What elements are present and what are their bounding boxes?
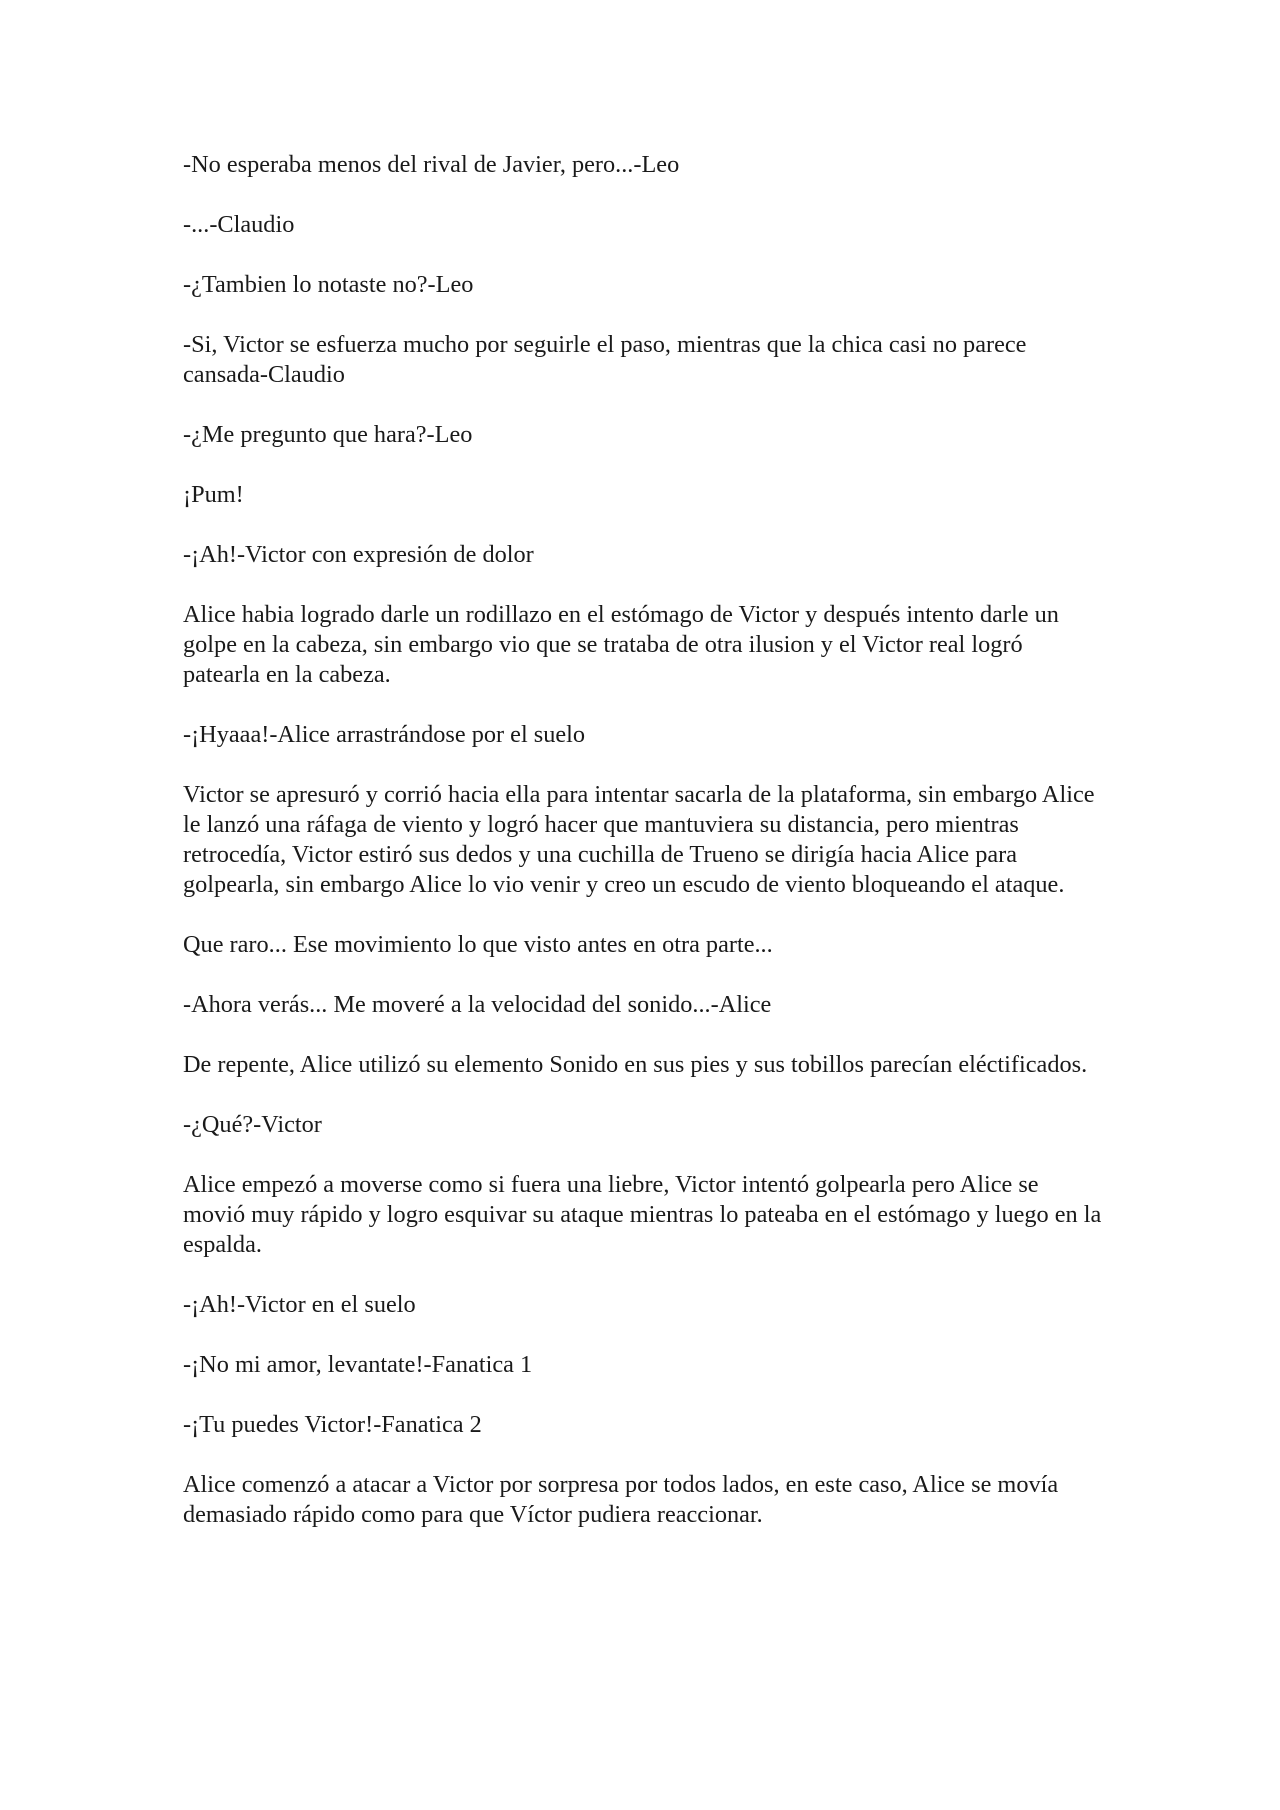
- paragraph: -Ahora verás... Me moveré a la velocidad del sonido...-Alice: [183, 991, 772, 1018]
- paragraph: Alice comenzó a atacar a Victor por sorpresa por todos lados, en este caso, Alice se movía demasiado rápido como para que Víctor pudiera reaccionar.: [183, 1471, 1059, 1528]
- paragraph: ¡Pum!: [183, 481, 244, 508]
- paragraph: -¡Ah!-Victor en el suelo: [183, 1291, 416, 1318]
- document-body: [183, 150, 1103, 1560]
- paragraph: -¿Me pregunto que hara?-Leo: [183, 421, 473, 448]
- paragraph: -¡Hyaaa!-Alice arrastrándose por el suelo: [183, 721, 586, 748]
- paragraph: Victor se apresuró y corrió hacia ella para intentar sacarla de la plataforma, sin embargo Alice le lanzó una ráfaga de viento y logró hacer que mantuviera su distancia, pero mientras retrocedía, Victor estiró sus dedos y una cuchilla de Trueno se dirigía hacia Alice para golpearla, sin embargo Alice lo vio venir y creo un escudo de viento bloqueando el ataque.: [183, 781, 1095, 898]
- paragraph: Alice habia logrado darle un rodillazo en el estómago de Victor y después intento darle un golpe en la cabeza, sin embargo vio que se trataba de otra ilusion y el Victor real logró patearla en la cabeza.: [183, 601, 1059, 688]
- paragraph: -¿Tambien lo notaste no?-Leo: [183, 271, 474, 298]
- paragraph: -Si, Victor se esfuerza mucho por seguirle el paso, mientras que la chica casi no parece cansada-Claudio: [183, 331, 1027, 388]
- paragraph: -¡Tu puedes Victor!-Fanatica 2: [183, 1411, 482, 1438]
- paragraph: De repente, Alice utilizó su elemento Sonido en sus pies y sus tobillos parecían eléctificados.: [183, 1051, 1088, 1078]
- paragraph: Alice empezó a moverse como si fuera una liebre, Victor intentó golpearla pero Alice se movió muy rápido y logro esquivar su ataque mientras lo pateaba en el estómago y luego en la espalda.: [183, 1171, 1102, 1258]
- paragraph: -¡No mi amor, levantate!-Fanatica 1: [183, 1351, 533, 1378]
- paragraph: -...-Claudio: [183, 211, 295, 238]
- paragraph: Que raro... Ese movimiento lo que visto antes en otra parte...: [183, 931, 773, 958]
- paragraph: -¿Qué?-Victor: [183, 1111, 322, 1138]
- paragraph: -No esperaba menos del rival de Javier, pero...-Leo: [183, 151, 680, 178]
- paragraph: -¡Ah!-Victor con expresión de dolor: [183, 541, 534, 568]
